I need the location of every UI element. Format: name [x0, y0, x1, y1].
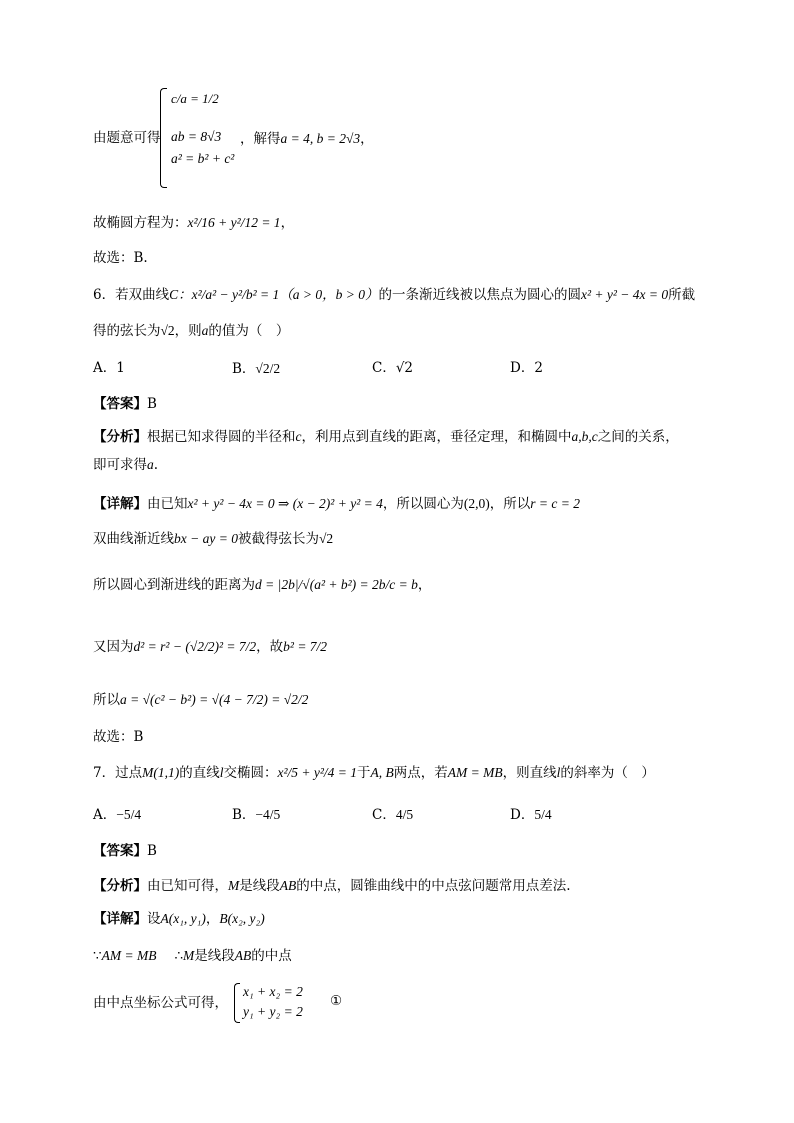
detail-line: 双曲线渐近线bx − ay = 0被截得弦长为√2: [93, 531, 334, 547]
brace: [160, 88, 167, 188]
detail-line: ∵AM = MB ∴M是线段AB的中点: [93, 948, 292, 964]
analysis-line: 【分析】根据已知求得圆的半径和c，利用点到直线的距离，垂径定理，和椭圆中a,b,c之间的关系，: [93, 429, 679, 445]
answer-line: 【答案】B: [93, 396, 157, 412]
option-c: C．√2: [372, 360, 414, 376]
detail-line: 所以圆心到渐进线的距离为d = |2b|/√(a² + b²) = 2b/c = b，: [93, 577, 432, 593]
text-line: ，解得a = 4, b = 2√3，: [240, 131, 374, 147]
equation: ab = 8√3: [171, 129, 222, 144]
detail-line: 由中点坐标公式可得，: [93, 995, 228, 1011]
option-a: A．1: [93, 360, 125, 376]
detail-line: 【详解】由已知x² + y² − 4x = 0 ⇒ (x − 2)² + y² = 4，所以圆心为(2,0)，所以r = c = 2: [93, 496, 580, 512]
equation: c/a = 1/2: [171, 91, 219, 106]
text-line: 由题意可得: [93, 130, 161, 146]
question-stem: 得的弦长为√2，则a的值为（ ）: [93, 323, 290, 339]
equation: y₁ + y₂ = 2: [243, 1004, 303, 1019]
analysis-line: 即可求得a.: [93, 457, 159, 473]
option-b: B．−4/5: [232, 807, 281, 823]
detail-line: 又因为d² = r² − (√2/2)² = 7/2，故b² = 7/2: [93, 639, 328, 655]
question-stem: 7．过点M(1,1)的直线l交椭圆：x²/5 + y²/4 = 1于A, B两点，若AM = MB，则直线l的斜率为（ ）: [93, 765, 655, 781]
answer-line: 【答案】B: [93, 843, 157, 859]
option-b: B．√2/2: [232, 361, 281, 377]
equation: x₁ + x₂ = 2: [243, 984, 303, 999]
option-d: D．2: [510, 360, 543, 376]
circled-number: ①: [330, 993, 343, 1009]
text-line: 故椭圆方程为：x²/16 + y²/12 = 1，: [93, 215, 295, 231]
detail-line: 故选：B: [93, 729, 144, 745]
text-line: 故选：B.: [93, 250, 148, 266]
brace: [234, 983, 240, 1023]
analysis-line: 【分析】由已知可得，M是线段AB的中点，圆锥曲线中的中点弦问题常用点差法.: [93, 878, 571, 894]
option-a: A．−5/4: [93, 807, 142, 823]
option-c: C．4/5: [372, 807, 414, 823]
detail-line: 【详解】设A(x₁, y₁)，B(x₂, y₂): [93, 911, 265, 927]
option-d: D．5/4: [510, 807, 552, 823]
equation: a² = b² + c²: [171, 151, 235, 166]
question-stem: 6．若双曲线C：x²/a² − y²/b² = 1（a > 0，b > 0）的一条渐近线被以焦点为圆心的圆x² + y² − 4x = 0所截: [93, 287, 696, 303]
detail-line: 所以a = √(c² − b²) = √(4 − 7/2) = √2/2: [93, 692, 309, 708]
